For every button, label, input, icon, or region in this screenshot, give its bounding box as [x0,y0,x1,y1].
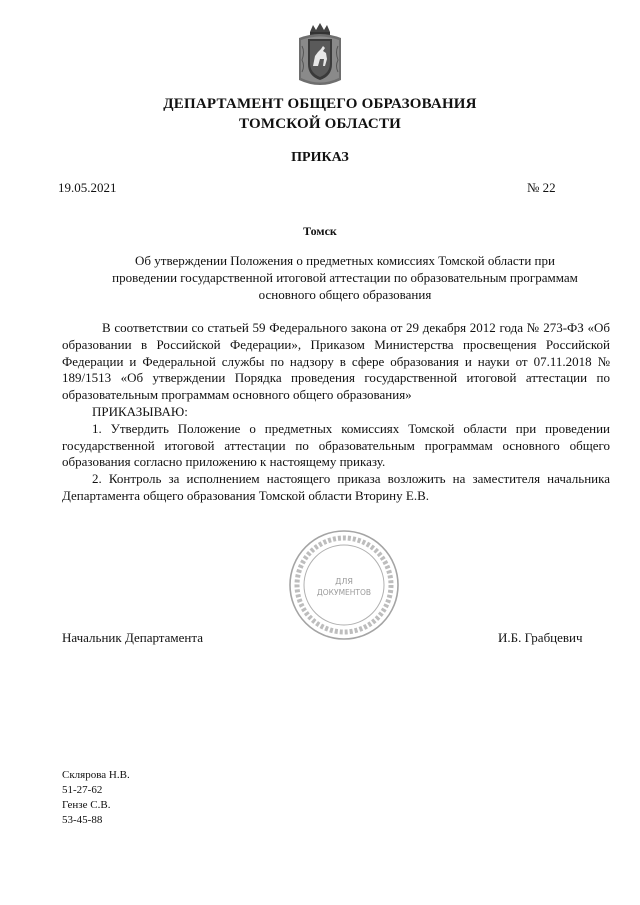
document-date: 19.05.2021 [58,180,117,195]
contact-line: Склярова Н.В. [62,769,130,781]
signatory-name: И.Б. Грабцевич [498,630,583,645]
document-body [62,320,610,505]
department-name-line2: ТОМСКОЙ ОБЛАСТИ [238,116,402,132]
order-item-2: 2. Контроль за исполнением настоящего приказа возложить на заместителя начальника Департамента общего образования Томской области Вторину Е.В. [62,471,610,503]
stamp-text-line1: ДЛЯ [335,577,353,586]
order-item-1: 1. Утвердить Положение о предметных комиссиях Томской области при проведении государственной итоговой аттестации по образовательным программам основного общего образования согласно приложению к настоящему приказу. [62,420,610,470]
contact-line: 53-45-88 [62,814,103,826]
preamble-paragraph: В соответствии со статьей 59 Федерального закона от 29 декабря 2012 года № 273-ФЗ «Об образовании в Российской Федерации», Приказом Министерства просвещения Российской Федерации и Федеральной службы по надзору в сфере образования и науки от 07.11.2018 № 189/1513 «Об утверждении Порядка проведения государственной итоговой аттестации по образовательным программам основного общего образования» [62,320,610,403]
document-number: № 22 [527,180,556,195]
order-word: ПРИКАЗЫВАЮ: [92,403,188,419]
stamp-text-line2: ДОКУМЕНТОВ [316,588,372,597]
document-subject: Об утверждении Положения о предметных комиссиях Томской области при проведении государственной итоговой аттестации по образовательным программам основного общего образования [112,253,578,302]
signatory-position: Начальник Департамента [62,630,203,645]
tomsk-oblast-coat-of-arms-icon [296,22,344,90]
contact-line: 51-27-62 [62,784,103,796]
document-title: ПРИКАЗ [291,150,349,165]
contact-line: Гензе С.В. [62,799,111,811]
department-name-line1: ДЕПАРТАМЕНТ ОБЩЕГО ОБРАЗОВАНИЯ [163,96,477,112]
contacts-block [62,768,130,828]
document-city: Томск [303,224,337,238]
round-seal-stamp-icon [287,528,401,642]
